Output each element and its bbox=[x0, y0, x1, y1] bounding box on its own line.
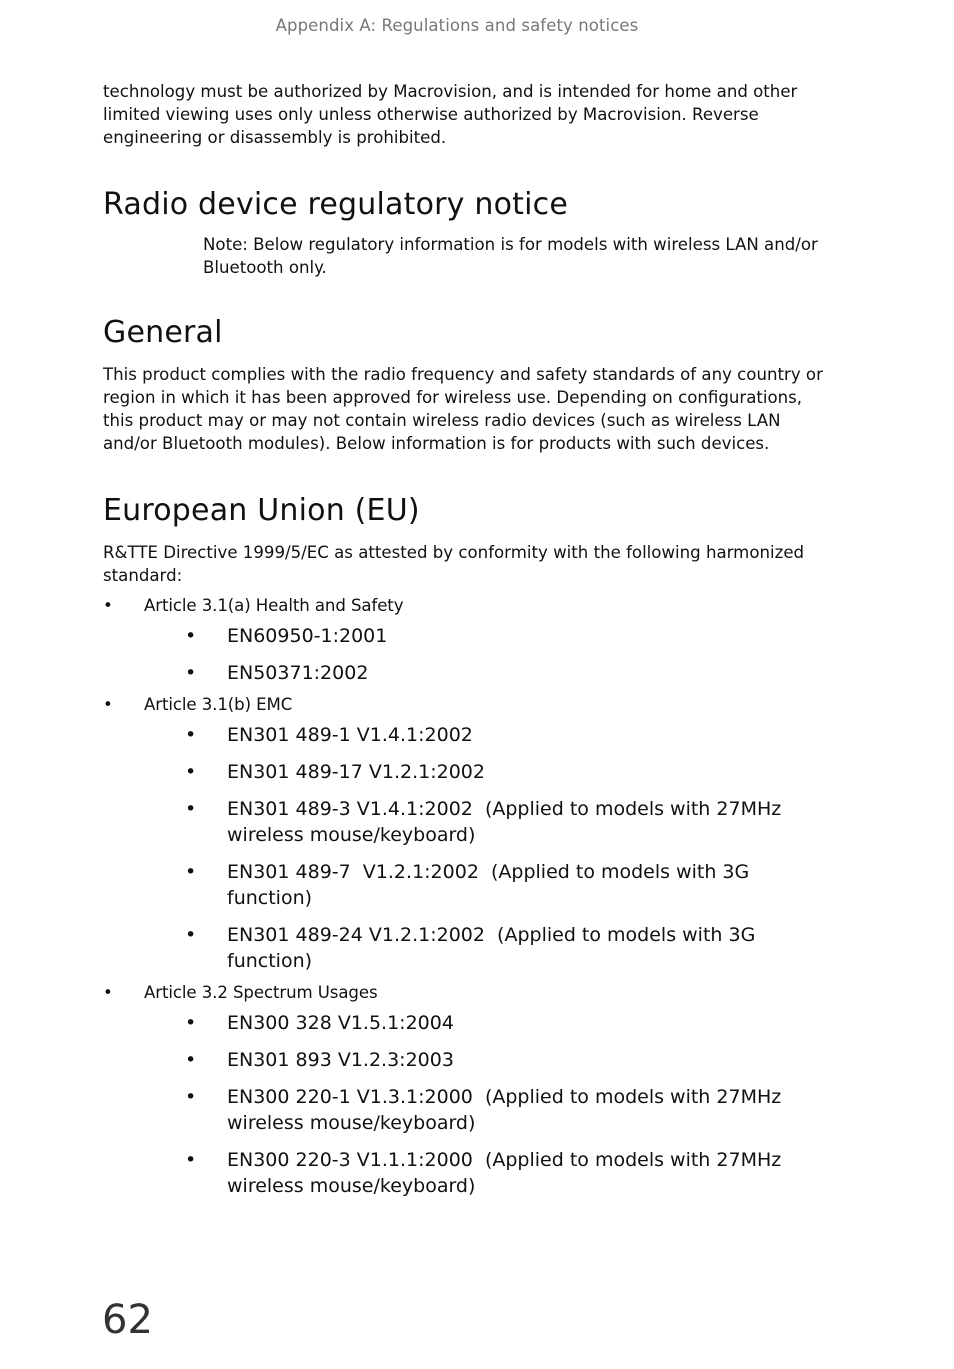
standard-text: EN301 489-3 V1.4.1:2002 (Applied to models with 27MHz wireless mouse/keyboard) bbox=[227, 798, 788, 846]
bullet: • bbox=[185, 798, 197, 820]
standard-list bbox=[144, 1010, 823, 1199]
standard-text: EN300 220-3 V1.1.1:2000 (Applied to models with 27MHz wireless mouse/keyboard) bbox=[227, 1149, 788, 1197]
standard-text: EN301 489-1 V1.4.1:2002 bbox=[227, 724, 473, 746]
standard-text: EN301 489-7 V1.2.1:2002 (Applied to models with 3G function) bbox=[227, 861, 756, 909]
standard-item bbox=[144, 722, 823, 748]
article-item bbox=[103, 981, 823, 1199]
bullet: • bbox=[185, 1086, 197, 1108]
bullet: • bbox=[185, 861, 197, 883]
bullet: • bbox=[185, 724, 197, 746]
radio-notice-heading: Radio device regulatory notice bbox=[103, 187, 568, 222]
page-number: 62 bbox=[102, 1297, 153, 1343]
bullet: • bbox=[185, 761, 197, 783]
bullet: • bbox=[185, 1149, 197, 1171]
article-label: Article 3.1(b) EMC bbox=[144, 695, 293, 714]
article-label: Article 3.1(a) Health and Safety bbox=[144, 596, 404, 615]
eu-paragraph: R&TTE Directive 1999/5/EC as attested by conformity with the following harmonized standard: bbox=[103, 543, 805, 585]
bullet: • bbox=[103, 596, 113, 615]
intro-paragraph: technology must be authorized by Macrovision, and is intended for home and other limited viewing uses only unless otherwise authorized by Macrovision. Reverse engineering or disassembly is prohibited. bbox=[103, 82, 798, 147]
standard-item bbox=[144, 1047, 823, 1073]
bullet: • bbox=[103, 695, 113, 714]
standard-item bbox=[144, 1147, 823, 1199]
standard-item bbox=[144, 859, 823, 911]
standard-item bbox=[144, 1084, 823, 1136]
general-paragraph: This product complies with the radio frequency and safety standards of any country or region in which it has been approved for wireless use. Depending on configurations, this product may or may not contain wireless radio devices (such as wireless LAN and/or Bluetooth modules). Below information is for products with such devices. bbox=[103, 365, 823, 453]
standard-list bbox=[144, 722, 823, 974]
bullet: • bbox=[185, 1012, 197, 1034]
eu-heading: European Union (EU) bbox=[103, 493, 420, 528]
general-heading: General bbox=[103, 315, 223, 350]
standard-item bbox=[144, 1010, 823, 1036]
standard-text: EN301 489-24 V1.2.1:2002 (Applied to models with 3G function) bbox=[227, 924, 762, 972]
bullet: • bbox=[185, 662, 197, 684]
article-label: Article 3.2 Spectrum Usages bbox=[144, 983, 378, 1002]
standard-item bbox=[144, 922, 823, 974]
note-label: Note bbox=[203, 235, 243, 254]
standard-text: EN301 893 V1.2.3:2003 bbox=[227, 1049, 454, 1071]
standard-text: EN300 328 V1.5.1:2004 bbox=[227, 1012, 454, 1034]
standard-text: EN60950-1:2001 bbox=[227, 625, 388, 647]
running-header: Appendix A: Regulations and safety notices bbox=[275, 16, 639, 35]
standard-item bbox=[144, 759, 823, 785]
standard-item bbox=[144, 623, 823, 649]
bullet: • bbox=[185, 625, 197, 647]
note-paragraph bbox=[203, 233, 823, 279]
bullet: • bbox=[185, 924, 197, 946]
page-content bbox=[103, 80, 823, 1199]
bullet: • bbox=[103, 983, 113, 1002]
standard-item bbox=[144, 660, 823, 686]
standard-list bbox=[144, 623, 823, 686]
standard-text: EN50371:2002 bbox=[227, 662, 369, 684]
standard-item bbox=[144, 796, 823, 848]
standard-text: EN300 220-1 V1.3.1:2000 (Applied to models with 27MHz wireless mouse/keyboard) bbox=[227, 1086, 788, 1134]
article-item bbox=[103, 594, 823, 686]
article-item bbox=[103, 693, 823, 974]
bullet: • bbox=[185, 1049, 197, 1071]
article-list bbox=[103, 594, 823, 1199]
note-text: : Below regulatory information is for models with wireless LAN and/or Bluetooth only. bbox=[203, 235, 818, 277]
standard-text: EN301 489-17 V1.2.1:2002 bbox=[227, 761, 485, 783]
